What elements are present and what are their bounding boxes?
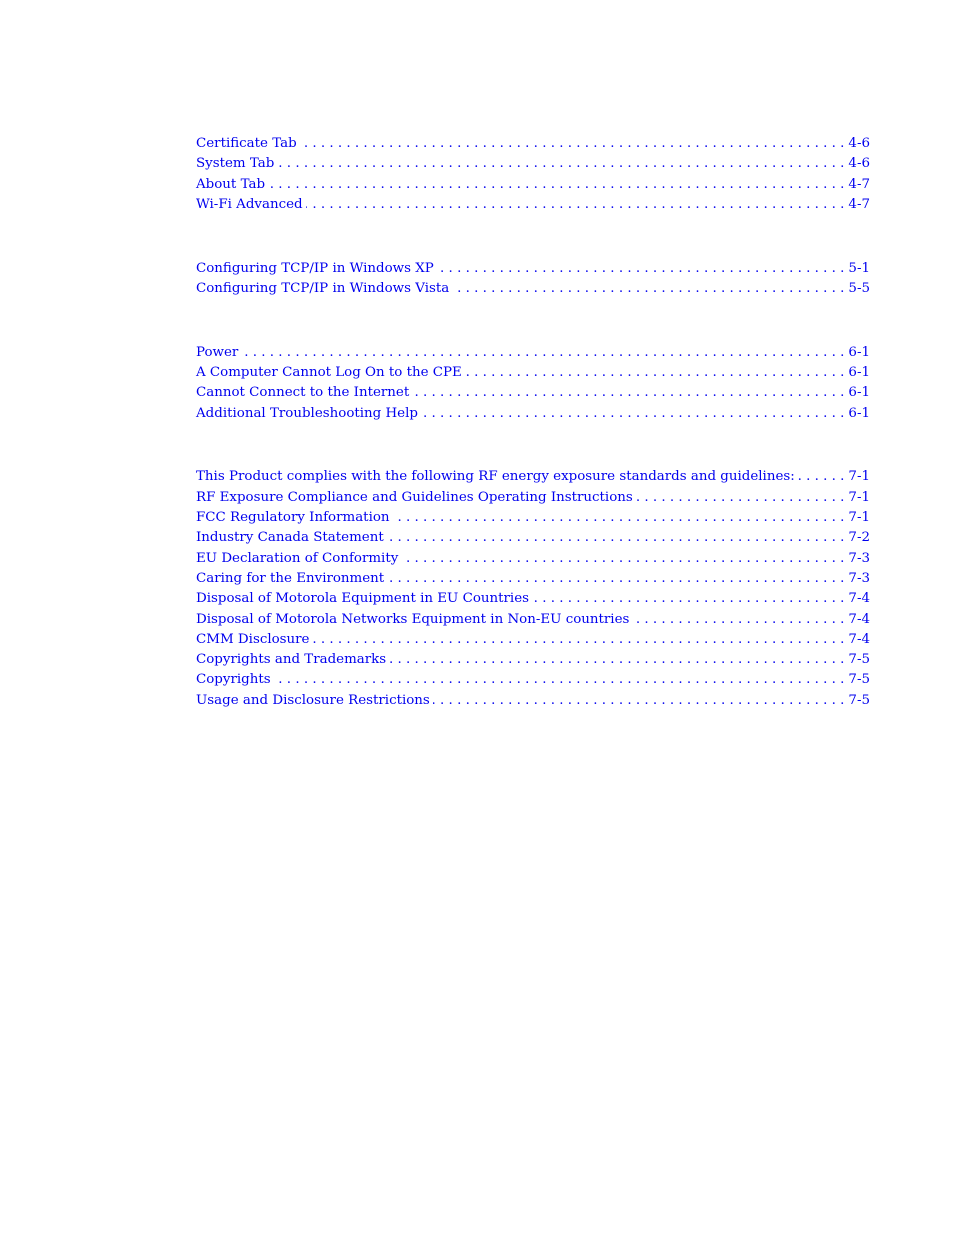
- toc-entry-caring-environment[interactable]: [196, 569, 870, 589]
- toc-entry-tcpip-windows-vista[interactable]: [196, 279, 870, 299]
- toc-entry-title: Copyrights: [196, 672, 271, 688]
- dot-leader: [241, 343, 844, 363]
- toc-entry-page: 5-1: [848, 260, 870, 276]
- toc-entry-title: Additional Troubleshooting Help: [196, 405, 418, 421]
- toc-entry-title: Disposal of Motorola Networks Equipment in Non-EU countries: [196, 611, 630, 627]
- dot-leader: [306, 195, 845, 215]
- toc-entry-page: 7-5: [848, 672, 870, 688]
- toc-entry-power[interactable]: [196, 343, 870, 363]
- toc-entry-title: Wi-Fi Advanced: [196, 196, 303, 212]
- toc-entry-title: System Tab: [196, 156, 275, 172]
- toc-entry-title: About Tab: [196, 176, 266, 192]
- toc-entry-page: 7-4: [848, 631, 870, 647]
- dot-leader: [389, 650, 844, 670]
- dot-leader: [312, 630, 844, 650]
- toc-entry-title: Cannot Connect to the Internet: [196, 385, 410, 401]
- dot-leader: [452, 279, 844, 299]
- dot-leader: [465, 363, 845, 383]
- toc-entry-page: 7-1: [848, 489, 870, 505]
- dot-leader: [412, 383, 844, 403]
- toc-entry-page: 4-6: [848, 136, 870, 151]
- toc-entry-page: 6-1: [848, 344, 870, 360]
- toc-entry-eu-declaration[interactable]: [196, 549, 870, 569]
- toc-entry-title: CMM Disclosure: [196, 631, 310, 647]
- dot-leader: [274, 670, 845, 690]
- toc-entry-tcpip-windows-xp[interactable]: [196, 259, 870, 279]
- toc-entry-page: 7-5: [848, 652, 870, 668]
- dot-leader: [798, 467, 845, 487]
- toc-entry-title: EU Declaration of Conformity: [196, 550, 399, 566]
- toc-entry-about-tab[interactable]: [196, 175, 870, 195]
- toc-entry-page: 7-3: [848, 550, 870, 566]
- toc-entry-title: A Computer Cannot Log On to the CPE: [196, 365, 462, 381]
- toc-entry-title: Configuring TCP/IP in Windows XP: [196, 260, 434, 276]
- toc-entry-copyrights-trademarks[interactable]: [196, 650, 870, 670]
- toc-entry-title: This Product complies with the following RF energy exposure standards and guidelines:: [196, 469, 795, 485]
- toc-entry-title: Industry Canada Statement: [196, 530, 384, 546]
- toc-entry-title: Disposal of Motorola Equipment in EU Countries: [196, 591, 530, 607]
- toc-entry-disposal-eu[interactable]: [196, 589, 870, 609]
- toc-entry-page: 7-1: [848, 510, 870, 526]
- dot-leader: [268, 175, 844, 195]
- dot-leader: [532, 589, 844, 609]
- toc-entry-page: 5-5: [848, 280, 870, 296]
- dot-leader: [393, 508, 845, 528]
- toc-group-chapter-7: [196, 467, 870, 711]
- dot-leader: [421, 404, 844, 424]
- dot-leader: [277, 154, 844, 174]
- toc-entry-cannot-connect-internet[interactable]: [196, 383, 870, 403]
- toc-entry-page: 7-5: [848, 692, 870, 708]
- dot-leader: [632, 610, 844, 630]
- toc-entry-industry-canada[interactable]: [196, 528, 870, 548]
- toc-entry-page: 6-1: [848, 385, 870, 401]
- toc-entry-additional-troubleshooting[interactable]: [196, 404, 870, 424]
- toc-entry-disposal-non-eu[interactable]: [196, 610, 870, 630]
- dot-leader: [437, 259, 845, 279]
- dot-leader: [387, 569, 844, 589]
- toc-entry-computer-cannot-log-on[interactable]: [196, 363, 870, 383]
- dot-leader: [300, 134, 845, 154]
- toc-entry-wifi-advanced[interactable]: [196, 195, 870, 215]
- toc-entry-copyrights[interactable]: [196, 670, 870, 690]
- toc-entry-cmm-disclosure[interactable]: [196, 630, 870, 650]
- toc-entry-title: Caring for the Environment: [196, 570, 385, 586]
- toc-entry-page: 6-1: [848, 365, 870, 381]
- toc-entry-title: Copyrights and Trademarks: [196, 652, 387, 668]
- toc-entry-page: 7-4: [848, 591, 870, 607]
- toc-group-chapter-4: [196, 134, 870, 215]
- toc-entry-page: 7-4: [848, 611, 870, 627]
- toc-entry-rf-energy-standards[interactable]: [196, 467, 870, 487]
- dot-leader: [433, 691, 845, 711]
- toc-entry-page: 4-7: [848, 196, 870, 212]
- toc-entry-certificate-tab[interactable]: [196, 134, 870, 154]
- toc-entry-title: RF Exposure Compliance and Guidelines Operating Instructions: [196, 489, 633, 505]
- toc-entry-page: 6-1: [848, 405, 870, 421]
- dot-leader: [636, 488, 845, 508]
- toc-entry-title: Usage and Disclosure Restrictions: [196, 692, 430, 708]
- toc-entry-title: Power: [196, 344, 239, 360]
- dot-leader: [387, 528, 845, 548]
- toc-entry-fcc-regulatory[interactable]: [196, 508, 870, 528]
- toc-entry-system-tab[interactable]: [196, 154, 870, 174]
- toc-entry-page: 7-3: [848, 570, 870, 586]
- toc-entry-page: 7-2: [848, 530, 870, 546]
- toc-group-chapter-6: [196, 343, 870, 424]
- toc-entry-title: Certificate Tab: [196, 136, 297, 151]
- toc-entry-title: FCC Regulatory Information: [196, 510, 390, 526]
- toc-entry-page: 4-6: [848, 156, 870, 172]
- toc-entry-rf-exposure-compliance[interactable]: [196, 488, 870, 508]
- table-of-contents: [196, 134, 870, 711]
- toc-group-chapter-5: [196, 259, 870, 300]
- toc-entry-title: Configuring TCP/IP in Windows Vista: [196, 280, 450, 296]
- toc-entry-page: 4-7: [848, 176, 870, 192]
- toc-entry-usage-disclosure[interactable]: [196, 691, 870, 711]
- dot-leader: [401, 549, 844, 569]
- toc-entry-page: 7-1: [848, 469, 870, 485]
